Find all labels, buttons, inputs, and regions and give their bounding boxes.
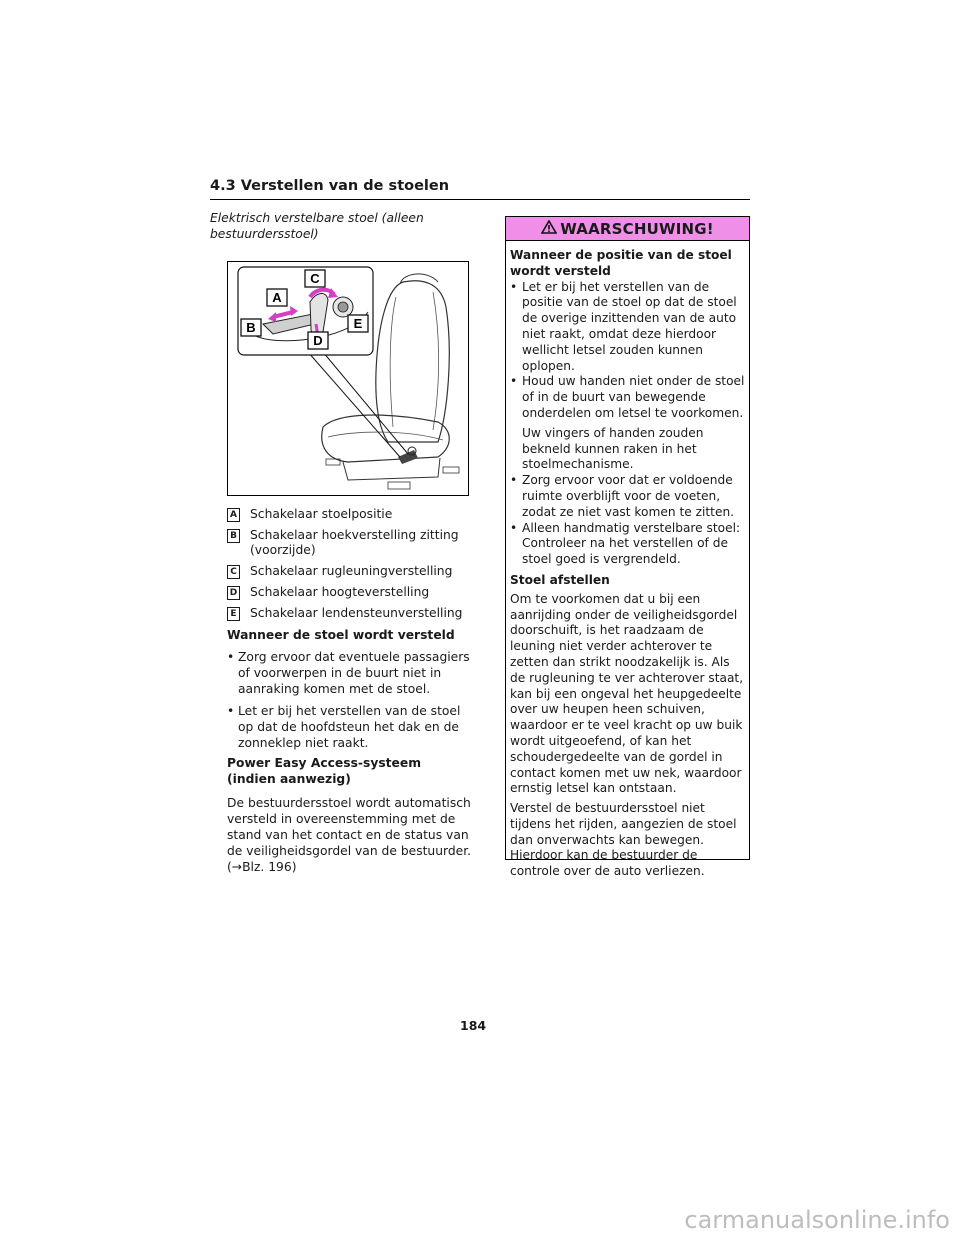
list-item: • Houd uw handen niet onder de stoel of in de buurt van bewegende onderdelen om letsel te voorkomen. bbox=[510, 374, 745, 420]
warning-title: WAARSCHUWING! bbox=[560, 219, 714, 238]
list-item: • Let er bij het verstellen van de stoel op dat de hoofdsteun het dak en de zonneklep niet raakt. bbox=[227, 704, 461, 750]
warning-heading-2: Stoel afstellen bbox=[510, 572, 610, 587]
callout-c bbox=[305, 270, 325, 287]
legend-text: Schakelaar hoekverstelling zitting (voorzijde) bbox=[250, 528, 459, 557]
adjust-section bbox=[227, 627, 472, 757]
adjust-bullets bbox=[227, 649, 472, 751]
intro-block bbox=[210, 210, 470, 242]
warning-paragraph-1: Om te voorkomen dat u bij een aanrijding onder de veiligheidsgordel doorschuift, is het raadzaam de leuning niet verder achterover te zetten dan strikt noodzakelijk is. Als de rugleuning te ver achterover staat, kan bij een ongeval het heupgedeelte over uw heupen heen schuiven, waardoor er te veel kracht op uw buik wordt uitgeoefend, of kan het schoudergedeelte van de gordel in contact komen met uw nek, waardoor ernstig letsel kan ontstaan. bbox=[510, 591, 744, 796]
watermark: carmanualsonline.info bbox=[684, 1206, 950, 1234]
legend-text: Schakelaar hoogteverstelling bbox=[250, 585, 430, 599]
svg-text:D: D bbox=[313, 333, 323, 348]
callout-e bbox=[348, 315, 368, 332]
warning-bullets-2 bbox=[510, 473, 745, 568]
warning-heading-1: Wanneer de positie van de stoel wordt versteld bbox=[510, 248, 732, 278]
legend-item-d bbox=[227, 585, 472, 600]
section-divider bbox=[210, 199, 750, 200]
power-access-text: De bestuurdersstoel wordt automatisch versteld in overeenstemming met de stand van het contact en de status van de veiligheidsgordel van de bestuurder. (→Blz. 196) bbox=[227, 796, 472, 874]
list-item: • Alleen handmatig verstelbare stoel: Controleer na het verstellen of de stoel goed is vergrendeld. bbox=[510, 520, 741, 567]
legend-item-a bbox=[227, 507, 472, 522]
callout-a bbox=[267, 289, 287, 306]
callout-b bbox=[241, 319, 261, 336]
legend-key: D bbox=[227, 586, 240, 600]
intro-text: Elektrisch verstelbare stoel (alleen bestuurdersstoel) bbox=[210, 211, 424, 241]
callout-d bbox=[308, 332, 328, 349]
warning-body bbox=[506, 241, 749, 880]
list-item: • Let er bij het verstellen van de positie van de stoel op dat de stoel de overige inzittenden van de auto niet raakt, omdat deze hierdoor wellicht letsel zouden kunnen oplopen. bbox=[510, 279, 737, 373]
svg-text:C: C bbox=[310, 271, 320, 286]
legend-key: C bbox=[227, 565, 240, 579]
legend-text: Schakelaar lendensteunverstelling bbox=[250, 606, 463, 620]
legend bbox=[227, 507, 472, 627]
legend-item-c bbox=[227, 564, 472, 579]
seat-drawing bbox=[228, 262, 469, 496]
warning-header bbox=[506, 217, 749, 241]
warning-paragraph-2: Verstel de bestuurdersstoel niet tijdens het rijden, aangezien de stoel dan onverwachts kan bewegen. Hierdoor kan de bestuurder de controle over de auto verliezen. bbox=[510, 801, 737, 879]
legend-item-e bbox=[227, 606, 472, 621]
power-access-section bbox=[227, 755, 472, 875]
legend-key: E bbox=[227, 607, 240, 621]
page-number: 184 bbox=[460, 1018, 487, 1033]
svg-text:E: E bbox=[353, 316, 363, 331]
power-access-heading: Power Easy Access-systeem (indien aanwezig) bbox=[227, 756, 422, 786]
legend-text: Schakelaar stoelpositie bbox=[250, 507, 393, 521]
svg-text:A: A bbox=[272, 290, 282, 305]
warning-bullet-2-continued: Uw vingers of handen zouden bekneld kunnen raken in het stoelmechanisme. bbox=[522, 425, 704, 472]
section-title: 4.3 Verstellen van de stoelen bbox=[210, 178, 450, 194]
legend-item-b bbox=[227, 528, 472, 558]
seat-illustration bbox=[227, 261, 469, 496]
list-item: • Zorg ervoor voor dat er voldoende ruimte overblijft voor de voeten, zodat ze niet vast komen te zitten. bbox=[510, 473, 735, 519]
adjust-heading: Wanneer de stoel wordt versteld bbox=[227, 628, 455, 642]
warning-bullets bbox=[510, 280, 745, 422]
legend-text: Schakelaar rugleuningverstelling bbox=[250, 564, 453, 578]
list-item: • Zorg ervoor dat eventuele passagiers of voorwerpen in de buurt niet in aanraking komen met de stoel. bbox=[227, 650, 470, 696]
legend-key: A bbox=[227, 508, 240, 522]
legend-key: B bbox=[227, 529, 240, 543]
svg-text:B: B bbox=[246, 320, 256, 335]
warning-triangle-icon bbox=[541, 220, 557, 238]
warning-box bbox=[505, 216, 750, 879]
